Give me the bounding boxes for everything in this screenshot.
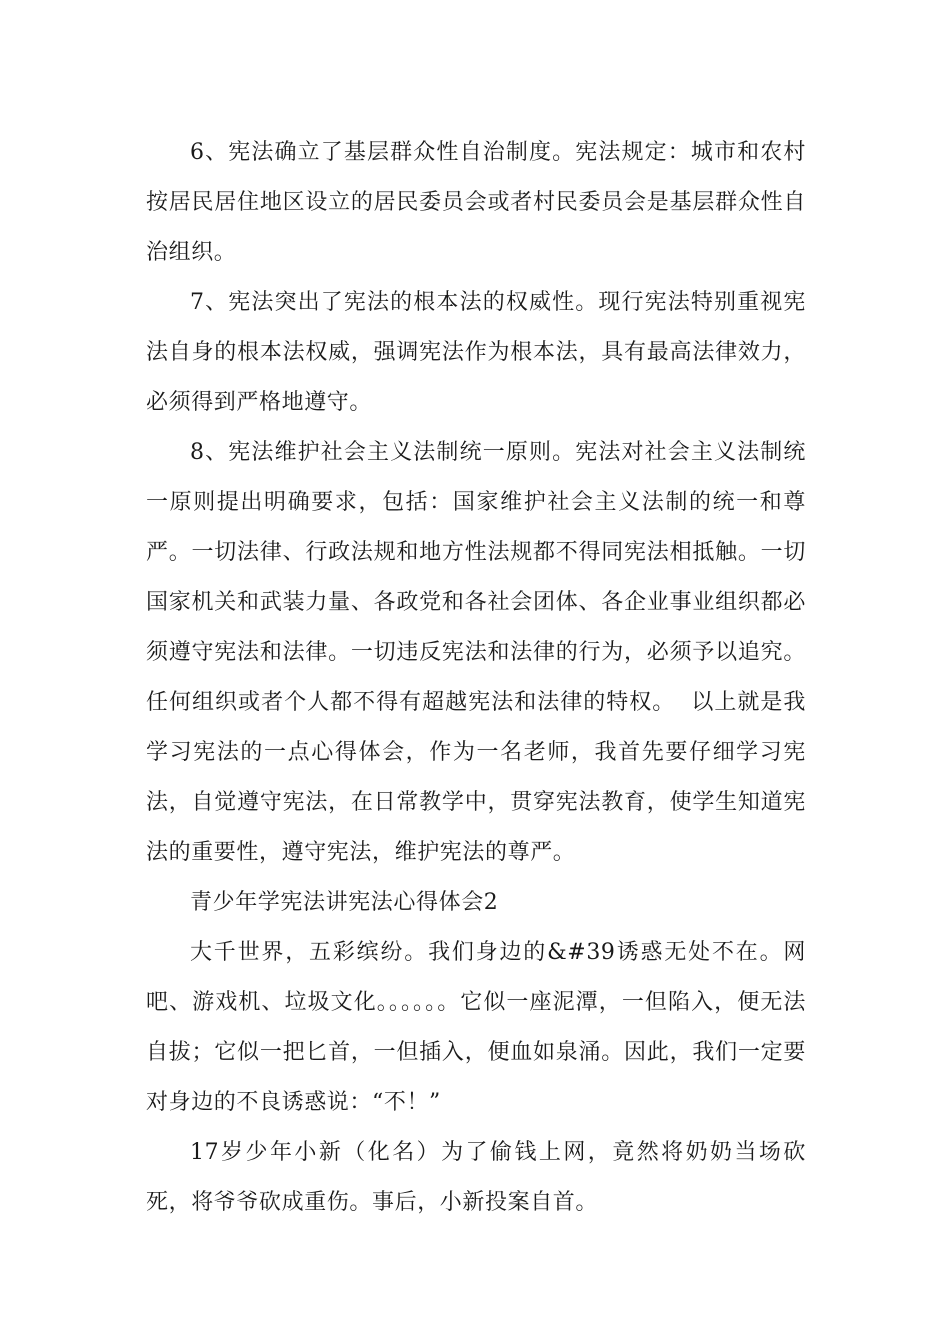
section-title: 青少年学宪法讲宪法心得体会2 — [190, 890, 499, 915]
paragraph-item-6: 6、宪法确立了基层群众性自治制度。宪法规定：城市和农村按居民居住地区设立的居民委员会或者村民委员会是基层群众性自治组织。 — [146, 140, 806, 265]
document-body — [146, 128, 806, 1228]
paragraph-case: 17岁少年小新（化名）为了偷钱上网，竟然将奶奶当场砍死，将爷爷砍成重伤。事后，小新投案自首。 — [146, 1140, 806, 1215]
paragraph-item-8: 8、宪法维护社会主义法制统一原则。宪法对社会主义法制统一原则提出明确要求，包括：国家维护社会主义法制的统一和尊严。一切法律、行政法规和地方性法规都不得同宪法相抵触。一切国家机关和武装力量、各政党和各社会团体、各企业事业组织都必须遵守宪法和法律。一切违反宪法和法律的行为，必须予以追究。任何组织或者个人都不得有超越宪法和法律的特权。 以上就是我学习宪法的一点心得体会，作为一名老师，我首先要仔细学习宪法，自觉遵守宪法，在日常教学中，贯穿宪法教育，使学生知道宪法的重要性，遵守宪法，维护宪法的尊严。 — [146, 440, 806, 865]
paragraph-temptation: 大千世界，五彩缤纷。我们身边的&#39诱惑无处不在。网吧、游戏机、垃圾文化。。。。。。它似一座泥潭，一但陷入，便无法自拔；它似一把匕首，一但插入，便血如泉涌。因此，我们一定要对身边的不良诱惑说：“不！” — [146, 940, 806, 1115]
paragraph-item-7: 7、宪法突出了宪法的根本法的权威性。现行宪法特别重视宪法自身的根本法权威，强调宪法作为根本法，具有最高法律效力，必须得到严格地遵守。 — [146, 290, 806, 415]
